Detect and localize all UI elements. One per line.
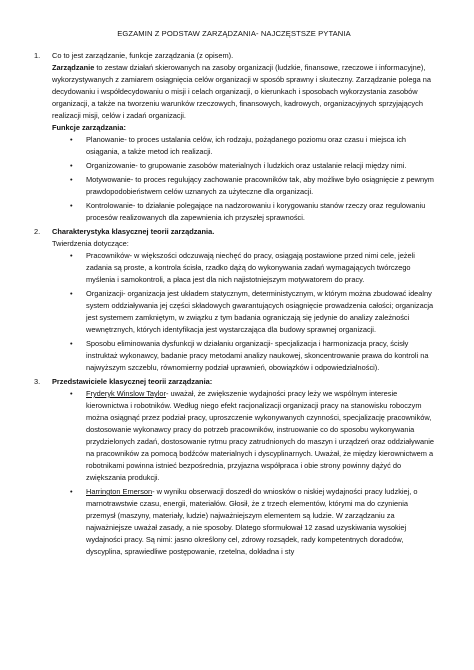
definition-paragraph (52, 62, 434, 122)
section-number: 3. (34, 377, 41, 386)
bullet-icon: • (70, 289, 73, 298)
section-1 (34, 50, 434, 226)
bullet-list (52, 250, 434, 374)
definition-term: Zarządzanie (52, 63, 95, 72)
person-name: Fryderyk Winslow Taylor (86, 389, 166, 398)
section-number: 2. (34, 227, 41, 236)
bullet-icon: • (70, 161, 73, 170)
section-heading: Przedstawiciele klasycznej teorii zarządzania: (52, 377, 213, 386)
definition-text: to zestaw działań skierowanych na zasoby organizacji (ludzkie, finansowe, rzeczowe i informacyjne), wykorzystywanych z zamiarem osiągnięcia celów organizacji w sposób sprawny i skuteczny. Zarządzanie polega na decydowaniu i współdecydowaniu o misji i celach organizacji, o kierunkach i sposobach wykorzystania zasobów organizacji, a także na tworzeniu warunków rzeczowych, finansowych, kadrowych, organizacyjnych sprzyjających realizacji misji, celów i zadań organizacji. (52, 63, 432, 120)
bullet-icon: • (70, 339, 73, 348)
sub-heading: Funkcje zarządzania: (52, 123, 126, 132)
list-item: • Fryderyk Winslow Taylor- uważał, że zwiększenie wydajności pracy leży we wspólnym interesie kierownictwa i robotników. Według niego efekt racjonalizacji organizacji pracy na stanowisku roboczym można osiągnąć przez podział pracy, uproszczenie wykonywanych czynności, specjalizację pracowników, dostosowanie wykonawcy pracy do potrzeb pracowników, instruowanie co do sposobu wykonywania przydzielonych zadań, dostosowanie rytmu pracy zatrudnionych do maszyn i urządzeń oraz oddziaływanie na pracowników za pomocą bodźców materialnych i dyscyplinarnych. Uważał, że między kierownictwem a robotnikami powinna istnieć bezpośrednia, przyjazna współpraca i obie strony powinny dążyć do zwiększania produkcji. (70, 389, 434, 482)
section-heading: Co to jest zarządzanie, funkcje zarządzania (z opisem). (52, 51, 234, 60)
section-number: 1. (34, 51, 41, 60)
list-item: • Pracowników- w większości odczuwają niechęć do pracy, osiągają postawione przed nimi cele, jeżeli zadania są proste, a kontrola ścisła, rzadko dążą do wykonywania zadań wymagających twórczego myślenia i samokontroli, a płaca jest dla nich najistotniejszym motywatorem do pracy. (70, 251, 415, 284)
document-title: EGZAMIN Z PODSTAW ZARZĄDZANIA- NAJCZĘSTSZE PYTANIA (117, 29, 351, 38)
section-3 (34, 376, 434, 560)
bullet-list (52, 388, 434, 558)
bullet-icon: • (70, 175, 73, 184)
person-name: Harrington Emerson (86, 487, 153, 496)
list-item: • Motywowanie- to proces regulujący zachowanie pracowników tak, aby możliwe było osiągnięcie z pewnym prawdopodobieństwem celów uznanych za użyteczne dla organizacji. (70, 175, 434, 196)
section-2 (34, 226, 434, 376)
bullet-icon: • (70, 251, 73, 260)
sub-heading: Twierdzenia dotyczące: (52, 239, 129, 248)
bullet-icon: • (70, 201, 73, 210)
list-item: • Harrington Emerson- w wyniku obserwacji doszedł do wniosków o niskiej wydajności pracy ludzkiej, o marnotrawstwie czasu, energii, materiałów. Głosił, że z trzech elementów, którymi ma do czynienia przemysł (maszyny, materiały, ludzie) najważniejszym elementem są ludzie. W zarządzaniu za najważniejsze uważał zasady, a nie sposoby. Dlatego sformułował 12 zasad uzyskiwania wysokiej wydajności pracy. Są nimi: jasno określony cel, zdrowy rozsądek, rady kompetentnych doradców, dyscyplina, sprawiedliwe postępowanie, rzetelna, dokładna i sty (70, 487, 418, 556)
bullet-icon: • (70, 135, 73, 144)
list-item: • Kontrolowanie- to działanie polegające na nadzorowaniu i korygowaniu stanów rzeczy oraz regulowaniu procesów realizowanych dla zapewnienia ich przyszłej sprawności. (70, 201, 426, 222)
bullet-list (52, 134, 434, 224)
bullet-icon: • (70, 487, 73, 496)
list-item: • Organizacji- organizacja jest układem statycznym, deterministycznym, w którym można zbudować idealny system oddziaływania jej części składowych gwarantujących osiągnięcie prowadzenia całości; organizacja jest systemem zamkniętym, w związku z tym badania ograniczają się jedynie do analizy zależności wewnętrznych, których identyfikacja jest wystarczająca dla budowy sprawnej organizacji. (70, 289, 434, 334)
list-item: • Organizowanie- to grupowanie zasobów materialnych i ludzkich oraz ustalanie relacji między nimi. (70, 161, 407, 170)
list-item: • Planowanie- to proces ustalania celów, ich rodzaju, pożądanego poziomu oraz czasu i miejsca ich osiągania, a także metod ich realizacji. (70, 135, 407, 156)
bullet-icon: • (70, 389, 73, 398)
section-heading: Charakterystyka klasycznej teorii zarządzania. (52, 227, 215, 236)
list-item: • Sposobu eliminowania dysfunkcji w działaniu organizacji- specjalizacja i harmonizacja pracy, ścisły instruktaż wykonawcy, badanie pracy metodami analizy naukowej, skoncentrowanie prawa do kontroli na najwyższym szczeblu, równomierny podział uprawnień, obowiązków i odpowiedzialności). (70, 339, 429, 372)
